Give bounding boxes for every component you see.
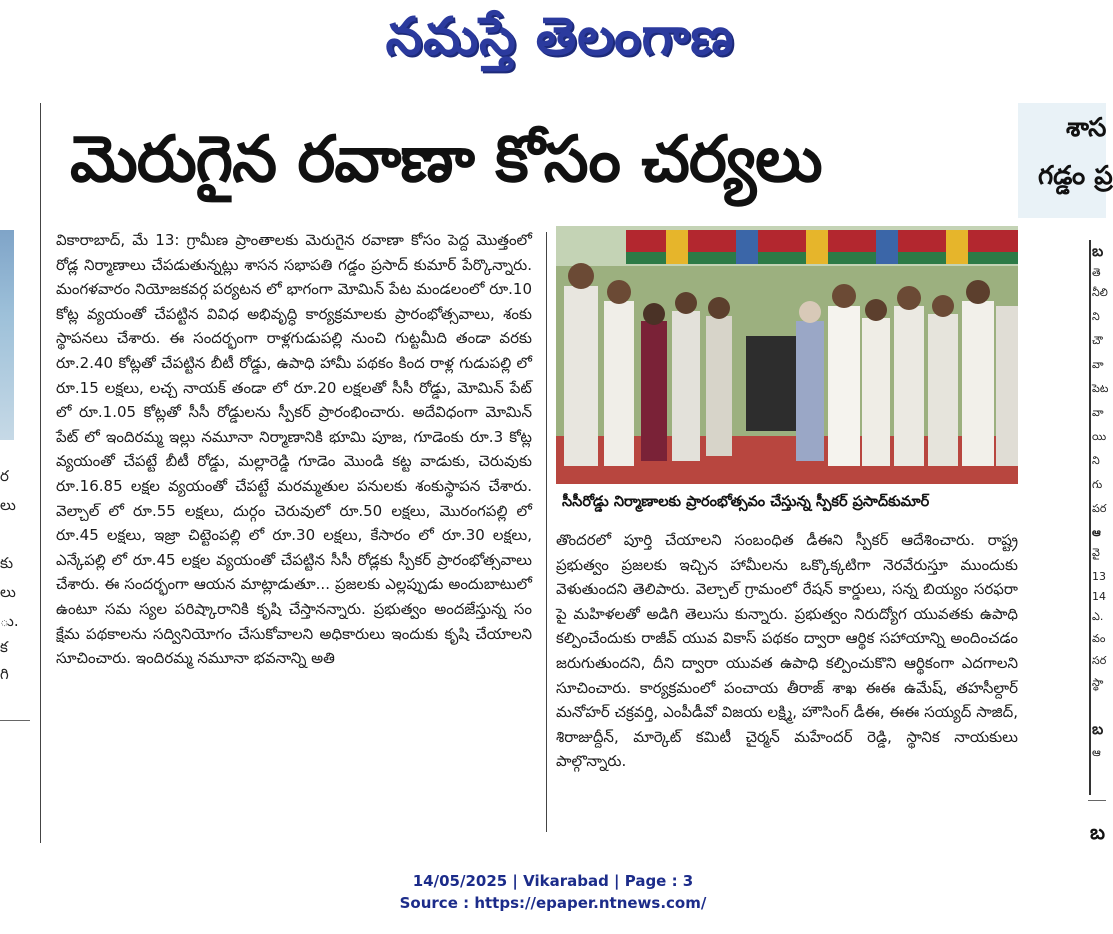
right-text-fragment: వా	[1092, 406, 1104, 419]
source-link[interactable]: Source : https://epaper.ntnews.com/	[399, 894, 707, 912]
right-text-fragment: 14	[1092, 590, 1106, 603]
left-strip-rule	[0, 720, 30, 721]
adjacent-headline-line-1: శాస	[1066, 113, 1107, 143]
edition-info: 14/05/2025 | Vikarabad | Page : 3	[412, 872, 694, 890]
right-text-fragment: స్థా	[1092, 676, 1104, 689]
right-neighbour-column	[1090, 240, 1109, 800]
right-text-fragment: ఆ	[1092, 526, 1101, 539]
article-body-part-1: వికారాబాద్, మే 13: గ్రామీణ ప్రాంతాలకు మెరుగైన రవాణా కోసం పెద్ద మొత్తంలో రోడ్ల నిర్మాణాలు చేపడుతున్నట్లు శాసన సభాపతి గడ్డం ప్రసాద్ కుమార్ పేర్కొన్నారు. మంగళవారం నియోజకవర్గ పర్యటన లో భాగంగా మోమిన్ పేట మండలంలో రూ.10 కోట్ల వ్యయంతో చేపట్టిన వివిధ అభివృద్ధి కార్యక్రమాలకు ప్రారంభోత్సవాలు, శంకు స్థాపనలు చేశారు. ఈ సందర్భంగా రాళ్లగుడుపల్లి నుంచి గుట్టమీది తండా వరకు రూ.2.40 కోట్లతో చేపట్టిన బీటీ రోడ్డు, ఉపాధి హామీ పథకం కింద రాళ్ల గుడుపల్లి లో రూ.15 లక్షలు, లచ్చ నాయక్ తండా లో రూ.20 లక్షలతో సీసీ రోడ్డు, మోమిన్ పేట్ లో రూ.1.05 కోట్లతో సీసీ రోడ్డులను స్పీకర్ ప్రారంభించారు. అదేవిధంగా మోమిన్ పేట్ లో ఇందిరమ్మ ఇల్లు నమూనా నిర్మాణానికి భూమి పూజ, గూడెంకు రూ.3 కోట్ల వ్యయంతో చేపట్టే బీటీ రోడ్డు, మల్లారెడ్డి గూడెం మొండి కట్ట వాడుకు, చెరువుకు రూ.16.85 లక్షల వ్యయంతో చేపట్టే మరమ్మతుల పనులకు శంకుస్థాపన చేశారు. వెల్చాల్ లో రూ.55 లక్షలు, దుర్గం చెరువులో రూ.50 లక్షలు, మొరంగపల్లి లో రూ.45 లక్షలు, ఇజ్రా చిట్టెంపల్లి లో రూ.30 లక్షలు, కేసారం లో రూ.30 లక్షలు, ఎన్కేపల్లి లో రూ.45 లక్షల వ్యయంతో చేపట్టిన సీసీ రోడ్లకు స్పీకర్ ప్రారంభోత్సవాలు చేశారు. ఈ సందర్భంగా ఆయన మాట్లాడుతూ... ప్రజలకు ఎల్లప్పుడు అందుబాటులో ఉంటూ సమ స్యల పరిష్కారానికి కృషి చేస్తానన్నారు. ప్రభుత్వం అందజేస్తున్న సం క్షేమ పథకాలను సద్వినియోగం చేసుకోవాలని అధికారులు ఇందుకు కృషి చేయాలని సూచించారు. ఇందిరమ్మ నమూనా భవనాన్ని అతి	[56, 231, 532, 668]
left-text-fragment: గి	[0, 665, 9, 683]
photo-caption: సీసీరోడ్డు నిర్మాణాలకు ప్రారంభోత్సవం చేస్తున్న స్పీకర్ ప్రసాద్‌కుమార్	[562, 494, 930, 510]
left-text-fragment: క	[0, 638, 8, 656]
left-text-fragment: ర	[0, 467, 9, 485]
right-text-fragment: ని	[1092, 454, 1100, 467]
right-text-fragment: ఎ.	[1092, 610, 1104, 623]
adjacent-headline-line-2: గడ్డం ప్ర	[1038, 161, 1113, 191]
news-photo	[556, 226, 1018, 484]
page-footer	[300, 870, 806, 914]
foundation-stone	[746, 336, 798, 431]
right-text-fragment: బ	[1092, 720, 1104, 738]
right-text-fragment: బ	[1092, 242, 1104, 260]
right-text-fragment: ఆ	[1092, 746, 1101, 759]
right-text-fragment: నీలి	[1092, 286, 1108, 299]
article-column-1	[56, 228, 532, 840]
left-text-fragment: లు	[0, 583, 16, 601]
right-column-bottom-rule	[1088, 800, 1106, 801]
headline: మెరుగైన రవాణా కోసం చర్యలు	[70, 123, 822, 197]
right-text-fragment: ని	[1092, 310, 1100, 323]
left-text-fragment: లు	[0, 496, 16, 514]
right-text-fragment: గు	[1092, 478, 1103, 491]
article-column-2	[556, 528, 1018, 840]
newspaper-masthead: నమస్తే తెలంగాణ	[385, 6, 735, 67]
right-text-fragment: వం	[1092, 632, 1106, 645]
right-text-fragment: సర	[1092, 654, 1107, 667]
left-text-fragment: ు.	[0, 612, 19, 630]
right-text-fragment: 13	[1092, 570, 1106, 583]
right-next-article-fragment: బ	[1090, 820, 1105, 844]
left-column-rule	[40, 103, 41, 843]
right-text-fragment: పర	[1092, 502, 1107, 515]
news-photo-illustration	[556, 226, 1018, 484]
left-text-fragment: కు	[0, 554, 14, 572]
right-text-fragment: వై	[1092, 546, 1100, 559]
right-text-fragment: యి	[1092, 430, 1107, 443]
center-column-rule	[546, 232, 547, 832]
neighbour-photo-fragment	[0, 230, 14, 440]
article-body-part-2: తొందరలో పూర్తి చేయాలని సంబంధిత డీఈని స్పీకర్ ఆదేశించారు. రాష్ట్ర ప్రభుత్వం ప్రజలకు ఇచ్చిన హామీలను ఒక్కొక్కటిగా నెరవేరుస్తూ ముందుకు వెళుతుందని తెలిపారు. వెల్చాల్ గ్రామంలో రేషన్ కార్డులు, సన్న బియ్యం సరఫరా పై మహిళలతో అడిగి తెలుసు కున్నారు. ప్రభుత్వం నిరుద్యోగ యువతకు ఉపాధి కల్పించేందుకు రాజీవ్ యువ వికాస్ పథకం ద్వారా ఆర్థిక సహాయాన్ని అందించడం జరుగుతుందని, దీని ద్వారా యువత ఉపాధి కల్పించుకొని ఆర్థికంగా ఎదగాలని సూచించారు. కార్యక్రమంలో పంచాయ తీరాజ్ శాఖ ఈఈ ఉమేష్, తహసీల్దార్ మనోహర్ చక్రవర్తి, ఎంపీడీవో విజయ లక్ష్మి, హౌసింగ్ డీఈ, ఈఈ సయ్యద్ సాజిద్, శిరాజుద్దీన్, మార్కెట్ కమిటీ చైర్మన్ మహేందర్ రెడ్డి, స్థానిక నాయకులు పాల్గొన్నారు.	[556, 531, 1018, 771]
right-text-fragment: పెట	[1092, 382, 1109, 395]
right-text-fragment: చౌ	[1092, 334, 1103, 347]
right-text-fragment: తె	[1092, 266, 1101, 279]
tent-canopy	[626, 230, 1018, 264]
adjacent-article-box	[1018, 103, 1113, 218]
right-text-fragment: వా	[1092, 358, 1104, 371]
